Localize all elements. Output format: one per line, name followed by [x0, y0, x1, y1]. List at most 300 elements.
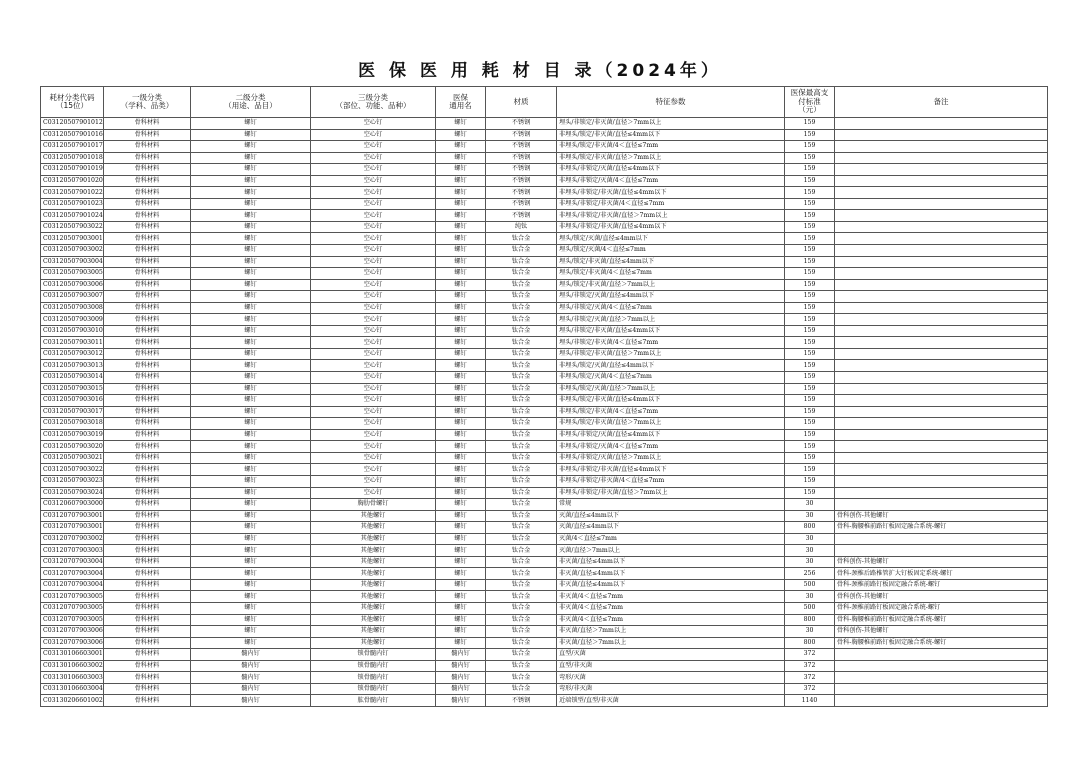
cell-max-payment: 159: [785, 187, 835, 199]
document-title: 医 保 医 用 耗 材 目 录（2024年）: [358, 61, 722, 81]
cell-material: 钛合金: [486, 279, 557, 291]
cell-remarks: [835, 672, 1048, 684]
catalog-table: [40, 86, 1048, 707]
table-row: [41, 372, 1048, 384]
cell-generic-name: 螺钉: [436, 441, 486, 453]
cell-level3: 空心钉: [311, 429, 436, 441]
cell-material: 钛合金: [486, 406, 557, 418]
cell-code: C03120507903018: [41, 418, 104, 430]
table-row: [41, 695, 1048, 707]
cell-generic-name: 螺钉: [436, 637, 486, 649]
cell-remarks: [835, 545, 1048, 557]
cell-level1: 骨科材料: [104, 268, 191, 280]
column-header-spec: [557, 87, 785, 118]
cell-level1: 骨科材料: [104, 372, 191, 384]
cell-spec: 非灭菌/直径＞7mm以上: [557, 626, 785, 638]
cell-generic-name: 螺钉: [436, 591, 486, 603]
cell-code: C03120707903004: [41, 579, 104, 591]
cell-code: C03120507903019: [41, 429, 104, 441]
cell-level3: 空心钉: [311, 314, 436, 326]
cell-level3: 空心钉: [311, 198, 436, 210]
cell-spec: 灭菌/直径≤4mm以下: [557, 510, 785, 522]
cell-remarks: [835, 268, 1048, 280]
cell-spec: 非灭菌/直径≤4mm以下: [557, 579, 785, 591]
cell-level1: 骨科材料: [104, 337, 191, 349]
column-header-generic-name: [436, 87, 486, 118]
cell-code: C03120507903009: [41, 314, 104, 326]
cell-level2: 螺钉: [191, 233, 311, 245]
table-row: [41, 487, 1048, 499]
cell-max-payment: 372: [785, 649, 835, 661]
cell-max-payment: 800: [785, 637, 835, 649]
cell-max-payment: 159: [785, 337, 835, 349]
cell-level2: 髓内钉: [191, 695, 311, 707]
cell-max-payment: 159: [785, 360, 835, 372]
cell-material: 钛合金: [486, 499, 557, 511]
cell-level3: 锁骨髓内钉: [311, 683, 436, 695]
cell-generic-name: 螺钉: [436, 533, 486, 545]
cell-level3: 空心钉: [311, 441, 436, 453]
cell-level2: 螺钉: [191, 510, 311, 522]
table-row: [41, 429, 1048, 441]
column-header-line: 医保: [453, 92, 468, 102]
cell-level2: 螺钉: [191, 221, 311, 233]
table-row: [41, 660, 1048, 672]
cell-generic-name: 螺钉: [436, 268, 486, 280]
cell-code: C03120707903003: [41, 545, 104, 557]
column-header-remarks: [835, 87, 1048, 118]
column-header-max-payment: [785, 87, 835, 118]
cell-spec: 弯形/灭菌: [557, 672, 785, 684]
cell-code: C03120507903016: [41, 395, 104, 407]
table-row: [41, 268, 1048, 280]
cell-remarks: [835, 348, 1048, 360]
cell-max-payment: 159: [785, 314, 835, 326]
cell-level1: 骨科材料: [104, 475, 191, 487]
cell-level2: 螺钉: [191, 325, 311, 337]
cell-max-payment: 1140: [785, 695, 835, 707]
cell-level1: 骨科材料: [104, 568, 191, 580]
cell-spec: 埋头/锁定/非灭菌/4＜直径≤7mm: [557, 268, 785, 280]
cell-max-payment: 159: [785, 118, 835, 130]
cell-level1: 骨科材料: [104, 429, 191, 441]
cell-generic-name: 螺钉: [436, 256, 486, 268]
table-row: [41, 164, 1048, 176]
cell-level3: 锁骨髓内钉: [311, 649, 436, 661]
cell-level2: 螺钉: [191, 210, 311, 222]
cell-material: 纯钛: [486, 221, 557, 233]
cell-remarks: 骨科-颈椎前路钉板固定融合系统-螺钉: [835, 579, 1048, 591]
cell-level1: 骨科材料: [104, 579, 191, 591]
cell-generic-name: 螺钉: [436, 164, 486, 176]
cell-max-payment: 159: [785, 418, 835, 430]
cell-spec: 埋头/锁定/非灭菌/直径＞7mm以上: [557, 279, 785, 291]
cell-generic-name: 螺钉: [436, 221, 486, 233]
column-header-line: （元）: [798, 105, 821, 115]
cell-generic-name: 螺钉: [436, 152, 486, 164]
column-header-level1: [104, 87, 191, 118]
cell-material: 钛合金: [486, 314, 557, 326]
table-row: [41, 210, 1048, 222]
column-header-line: 一级分类: [132, 92, 162, 102]
cell-max-payment: 30: [785, 591, 835, 603]
cell-code: C03120707903002: [41, 533, 104, 545]
cell-level2: 螺钉: [191, 464, 311, 476]
cell-remarks: [835, 683, 1048, 695]
cell-spec: 非埋头/锁定/非灭菌/4＜直径≤7mm: [557, 406, 785, 418]
cell-spec: 近端锁型/直型/非灭菌: [557, 695, 785, 707]
column-header-level2: [191, 87, 311, 118]
cell-material: 钛合金: [486, 591, 557, 603]
cell-code: C03120507903014: [41, 372, 104, 384]
cell-level2: 螺钉: [191, 602, 311, 614]
cell-generic-name: 髓内钉: [436, 683, 486, 695]
cell-level3: 空心钉: [311, 406, 436, 418]
cell-code: C03130106603001: [41, 649, 104, 661]
cell-code: C03120507901012: [41, 118, 104, 130]
cell-material: 钛合金: [486, 325, 557, 337]
cell-level2: 螺钉: [191, 360, 311, 372]
cell-generic-name: 螺钉: [436, 279, 486, 291]
cell-level3: 其他螺钉: [311, 626, 436, 638]
cell-remarks: [835, 337, 1048, 349]
cell-code: C03120507903001: [41, 233, 104, 245]
cell-spec: 非埋头/非锁定/非灭菌/4＜直径≤7mm: [557, 198, 785, 210]
cell-material: 钛合金: [486, 429, 557, 441]
cell-max-payment: 159: [785, 383, 835, 395]
cell-spec: 埋头/非锁定/灭菌/直径≤4mm以下: [557, 291, 785, 303]
cell-material: 不锈钢: [486, 141, 557, 153]
cell-level1: 骨科材料: [104, 533, 191, 545]
cell-code: C03120507903011: [41, 337, 104, 349]
table-row: [41, 325, 1048, 337]
cell-max-payment: 159: [785, 429, 835, 441]
cell-code: C03120707903005: [41, 614, 104, 626]
cell-max-payment: 256: [785, 568, 835, 580]
cell-level3: 空心钉: [311, 221, 436, 233]
table-row: [41, 626, 1048, 638]
cell-material: 钛合金: [486, 533, 557, 545]
column-header-line: （学科、品类）: [120, 101, 174, 110]
cell-material: 钛合金: [486, 360, 557, 372]
cell-level2: 螺钉: [191, 579, 311, 591]
cell-remarks: [835, 441, 1048, 453]
cell-code: C03120707903004: [41, 556, 104, 568]
cell-material: 钛合金: [486, 545, 557, 557]
cell-max-payment: 159: [785, 245, 835, 257]
cell-level2: 螺钉: [191, 291, 311, 303]
cell-max-payment: 159: [785, 164, 835, 176]
cell-code: C03120507903020: [41, 441, 104, 453]
cell-level1: 骨科材料: [104, 406, 191, 418]
cell-level3: 其他螺钉: [311, 602, 436, 614]
cell-generic-name: 螺钉: [436, 291, 486, 303]
table-row: [41, 187, 1048, 199]
cell-spec: 非埋头/锁定/非灭菌/4＜直径≤7mm: [557, 141, 785, 153]
cell-remarks: [835, 279, 1048, 291]
cell-level3: 其他螺钉: [311, 556, 436, 568]
cell-material: 不锈钢: [486, 164, 557, 176]
cell-max-payment: 30: [785, 510, 835, 522]
cell-level1: 骨科材料: [104, 164, 191, 176]
cell-material: 钛合金: [486, 626, 557, 638]
cell-spec: 非埋头/锁定/灭菌/4＜直径≤7mm: [557, 372, 785, 384]
cell-max-payment: 159: [785, 175, 835, 187]
cell-material: 钛合金: [486, 383, 557, 395]
cell-spec: 非灭菌/直径≤4mm以下: [557, 568, 785, 580]
cell-remarks: [835, 118, 1048, 130]
cell-material: 钛合金: [486, 510, 557, 522]
cell-max-payment: 159: [785, 233, 835, 245]
cell-generic-name: 螺钉: [436, 337, 486, 349]
cell-level1: 骨科材料: [104, 279, 191, 291]
cell-level2: 髓内钉: [191, 649, 311, 661]
cell-remarks: [835, 649, 1048, 661]
cell-level2: 螺钉: [191, 522, 311, 534]
cell-material: 钛合金: [486, 637, 557, 649]
cell-level3: 肱骨髓内钉: [311, 695, 436, 707]
cell-generic-name: 螺钉: [436, 499, 486, 511]
cell-material: 钛合金: [486, 291, 557, 303]
cell-level3: 空心钉: [311, 337, 436, 349]
cell-level2: 螺钉: [191, 372, 311, 384]
cell-generic-name: 螺钉: [436, 452, 486, 464]
cell-level3: 空心钉: [311, 129, 436, 141]
cell-level1: 骨科材料: [104, 660, 191, 672]
cell-level3: 空心钉: [311, 141, 436, 153]
cell-level1: 骨科材料: [104, 302, 191, 314]
cell-level3: 空心钉: [311, 395, 436, 407]
cell-generic-name: 螺钉: [436, 579, 486, 591]
cell-code: C03120507901016: [41, 129, 104, 141]
cell-code: C03120707903006: [41, 626, 104, 638]
cell-level2: 螺钉: [191, 452, 311, 464]
table-row: [41, 683, 1048, 695]
cell-spec: 非埋头/非锁定/灭菌/直径≤4mm以下: [557, 164, 785, 176]
table-row: [41, 152, 1048, 164]
cell-remarks: [835, 129, 1048, 141]
cell-remarks: [835, 372, 1048, 384]
cell-remarks: [835, 314, 1048, 326]
cell-material: 钛合金: [486, 348, 557, 360]
cell-generic-name: 螺钉: [436, 464, 486, 476]
cell-remarks: [835, 175, 1048, 187]
cell-code: C03120507903022: [41, 221, 104, 233]
cell-level1: 骨科材料: [104, 383, 191, 395]
cell-level2: 螺钉: [191, 314, 311, 326]
cell-generic-name: 髓内钉: [436, 672, 486, 684]
cell-level3: 空心钉: [311, 464, 436, 476]
cell-material: 不锈钢: [486, 187, 557, 199]
cell-spec: 非灭菌/直径≤4mm以下: [557, 556, 785, 568]
cell-level1: 骨科材料: [104, 348, 191, 360]
cell-max-payment: 500: [785, 602, 835, 614]
cell-code: C03120507903024: [41, 487, 104, 499]
table-header-row: [41, 87, 1048, 118]
cell-remarks: 骨科创伤-其他螺钉: [835, 510, 1048, 522]
cell-level2: 螺钉: [191, 383, 311, 395]
cell-spec: 非埋头/锁定/非灭菌/直径＞7mm以上: [557, 418, 785, 430]
table-row: [41, 395, 1048, 407]
cell-spec: 非埋头/非锁定/非灭菌/4＜直径≤7mm: [557, 475, 785, 487]
cell-spec: 非埋头/锁定/灭菌/直径≤4mm以下: [557, 360, 785, 372]
cell-level2: 螺钉: [191, 141, 311, 153]
cell-remarks: 骨科-胸腰椎前路钉板固定融合系统-螺钉: [835, 637, 1048, 649]
cell-spec: 非灭菌/4＜直径≤7mm: [557, 602, 785, 614]
cell-spec: 非灭菌/直径＞7mm以上: [557, 637, 785, 649]
cell-remarks: 骨科创伤-其他螺钉: [835, 591, 1048, 603]
cell-level1: 骨科材料: [104, 245, 191, 257]
cell-level1: 骨科材料: [104, 464, 191, 476]
cell-max-payment: 159: [785, 487, 835, 499]
cell-material: 钛合金: [486, 522, 557, 534]
table-row: [41, 649, 1048, 661]
cell-level3: 空心钉: [311, 360, 436, 372]
cell-generic-name: 螺钉: [436, 210, 486, 222]
column-header-line: 二级分类: [235, 92, 266, 102]
table-row: [41, 175, 1048, 187]
cell-spec: 非灭菌/4＜直径≤7mm: [557, 591, 785, 603]
cell-spec: 埋头/锁定/灭菌/直径≤4mm以下: [557, 233, 785, 245]
cell-level1: 骨科材料: [104, 198, 191, 210]
cell-spec: 灭菌/直径≤4mm以下: [557, 522, 785, 534]
column-header-line: 特征参数: [655, 96, 686, 106]
cell-level2: 螺钉: [191, 568, 311, 580]
cell-level1: 骨科材料: [104, 510, 191, 522]
table-row: [41, 522, 1048, 534]
cell-level3: 空心钉: [311, 233, 436, 245]
cell-max-payment: 30: [785, 533, 835, 545]
table-row: [41, 510, 1048, 522]
cell-code: C03120507903008: [41, 302, 104, 314]
table-row: [41, 614, 1048, 626]
cell-level2: 螺钉: [191, 591, 311, 603]
table-row: [41, 452, 1048, 464]
cell-level3: 其他螺钉: [311, 591, 436, 603]
cell-level1: 骨科材料: [104, 233, 191, 245]
cell-level2: 螺钉: [191, 337, 311, 349]
table-row: [41, 568, 1048, 580]
table-row: [41, 279, 1048, 291]
cell-level3: 其他螺钉: [311, 545, 436, 557]
cell-remarks: [835, 533, 1048, 545]
cell-level1: 骨科材料: [104, 256, 191, 268]
cell-spec: 非埋头/非锁定/灭菌/4＜直径≤7mm: [557, 441, 785, 453]
cell-remarks: [835, 360, 1048, 372]
cell-generic-name: 螺钉: [436, 302, 486, 314]
cell-generic-name: 螺钉: [436, 348, 486, 360]
cell-remarks: [835, 418, 1048, 430]
cell-level2: 髓内钉: [191, 660, 311, 672]
cell-max-payment: 159: [785, 221, 835, 233]
column-header-code: [41, 87, 104, 118]
cell-spec: 直型/非灭菌: [557, 660, 785, 672]
cell-level2: 螺钉: [191, 164, 311, 176]
cell-level2: 螺钉: [191, 533, 311, 545]
cell-material: 钛合金: [486, 556, 557, 568]
cell-remarks: [835, 429, 1048, 441]
cell-level3: 空心钉: [311, 256, 436, 268]
cell-generic-name: 螺钉: [436, 429, 486, 441]
cell-level1: 骨科材料: [104, 649, 191, 661]
cell-code: C03120507903007: [41, 291, 104, 303]
cell-max-payment: 372: [785, 683, 835, 695]
cell-material: 钛合金: [486, 418, 557, 430]
cell-remarks: [835, 475, 1048, 487]
cell-generic-name: 螺钉: [436, 614, 486, 626]
cell-generic-name: 螺钉: [436, 602, 486, 614]
cell-code: C03120507903012: [41, 348, 104, 360]
cell-level2: 螺钉: [191, 395, 311, 407]
table-row: [41, 129, 1048, 141]
cell-generic-name: 螺钉: [436, 372, 486, 384]
cell-level2: 螺钉: [191, 556, 311, 568]
cell-level1: 骨科材料: [104, 499, 191, 511]
cell-spec: 埋头/非锁定/灭菌/4＜直径≤7mm: [557, 302, 785, 314]
cell-max-payment: 159: [785, 256, 835, 268]
cell-max-payment: 159: [785, 452, 835, 464]
table-body: [41, 118, 1048, 707]
table-row: [41, 118, 1048, 130]
cell-remarks: [835, 487, 1048, 499]
cell-material: 不锈钢: [486, 695, 557, 707]
cell-max-payment: 372: [785, 660, 835, 672]
cell-remarks: [835, 660, 1048, 672]
cell-remarks: 骨科-胸腰椎前路钉板固定融合系统-螺钉: [835, 522, 1048, 534]
cell-code: C03120507901024: [41, 210, 104, 222]
cell-spec: 非埋头/非锁定/非灭菌/直径≤4mm以下: [557, 221, 785, 233]
column-header-line: （用途、品目）: [224, 101, 277, 110]
cell-generic-name: 螺钉: [436, 522, 486, 534]
cell-spec: 非埋头/锁定/灭菌/直径＞7mm以上: [557, 383, 785, 395]
cell-remarks: 骨科创伤-其他螺钉: [835, 556, 1048, 568]
cell-code: C03120507903023: [41, 475, 104, 487]
cell-remarks: [835, 302, 1048, 314]
cell-spec: 非埋头/非锁定/灭菌/直径≤4mm以下: [557, 429, 785, 441]
table-row: [41, 245, 1048, 257]
table-row: [41, 406, 1048, 418]
cell-generic-name: 螺钉: [436, 418, 486, 430]
cell-level2: 螺钉: [191, 187, 311, 199]
table-row: [41, 475, 1048, 487]
cell-material: 不锈钢: [486, 129, 557, 141]
cell-material: 钛合金: [486, 268, 557, 280]
cell-remarks: [835, 210, 1048, 222]
cell-material: 钛合金: [486, 602, 557, 614]
cell-generic-name: 螺钉: [436, 118, 486, 130]
cell-material: 钛合金: [486, 395, 557, 407]
cell-level2: 螺钉: [191, 545, 311, 557]
cell-level3: 空心钉: [311, 372, 436, 384]
cell-level3: 空心钉: [311, 268, 436, 280]
cell-code: C03120507903002: [41, 245, 104, 257]
cell-material: 不锈钢: [486, 210, 557, 222]
cell-remarks: [835, 464, 1048, 476]
cell-level2: 螺钉: [191, 175, 311, 187]
cell-max-payment: 800: [785, 522, 835, 534]
cell-max-payment: 159: [785, 348, 835, 360]
cell-code: C03120507903004: [41, 256, 104, 268]
cell-max-payment: 159: [785, 198, 835, 210]
cell-code: C03130206601002: [41, 695, 104, 707]
cell-level1: 骨科材料: [104, 118, 191, 130]
cell-material: 钛合金: [486, 683, 557, 695]
table-row: [41, 556, 1048, 568]
cell-generic-name: 螺钉: [436, 325, 486, 337]
cell-material: 钛合金: [486, 337, 557, 349]
cell-code: C03120507903013: [41, 360, 104, 372]
cell-code: C03120507903010: [41, 325, 104, 337]
